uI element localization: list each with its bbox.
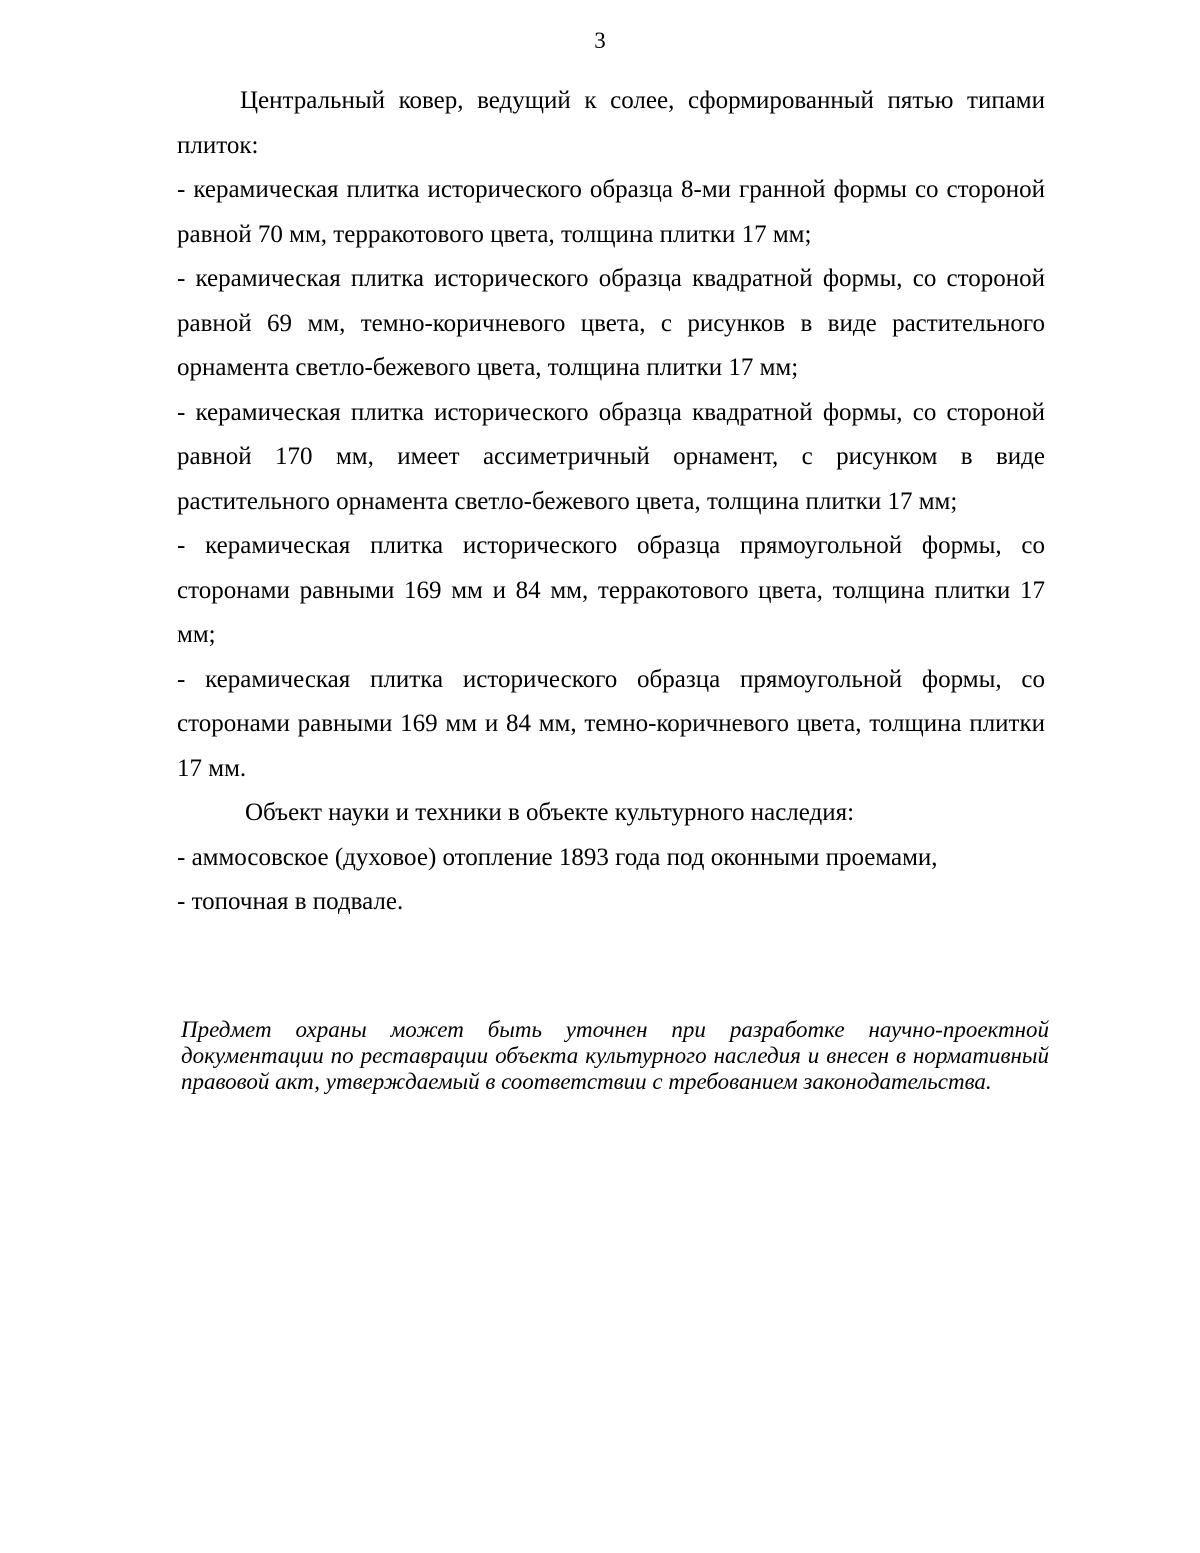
paragraph-carpet-intro: Центральный ковер, ведущий к солее, сформированный пятью типами плиток: [177, 87, 1045, 159]
paragraph-science-object: Объект науки и техники в объекте культурного наследия: [245, 799, 855, 826]
document-body [177, 79, 1045, 925]
protection-note: Предмет охраны может быть уточнен при разработке научно-проектной документации по реставрации объекта культурного наследия и внесен в нормативный правовой акт, утверждаемый в соответствии с требованием законодательства. [181, 1017, 1049, 1094]
list-item-heating: - аммосовское (духовое) отопление 1893 года под оконными проемами, [177, 843, 938, 871]
list-item-tile-rect-terracotta: - керамическая плитка исторического образца прямоугольной формы, со сторонами равными 169 мм и 84 мм, терракотового цвета, толщина плитки 17 мм; [177, 532, 1045, 648]
list-item-tile-octagonal: - керамическая плитка исторического образца 8-ми гранной формы со стороной равной 70 мм, терракотового цвета, толщина плитки 17 мм; [177, 176, 1045, 248]
list-item-tile-square-69: - керамическая плитка исторического образца квадратной формы, со стороной равной 69 мм, темно-коричневого цвета, с рисунков в виде растительного орнамента светло-бежевого цвета, толщина плитки 17 мм; [177, 265, 1045, 381]
page-number: 3 [594, 28, 606, 53]
list-item-tile-square-170: - керамическая плитка исторического образца квадратной формы, со стороной равной 170 мм, имеет ассиметричный орнамент, с рисунком в виде растительного орнамента светло-бежевого цвета, толщина плитки 17 мм; [177, 398, 1045, 515]
list-item-tile-rect-brown: - керамическая плитка исторического образца прямоугольной формы, со сторонами равными 169 мм и 84 мм, темно-коричневого цвета, толщина плитки 17 мм. [177, 665, 1045, 782]
list-item-boiler-room: - топочная в подвале. [177, 888, 404, 915]
